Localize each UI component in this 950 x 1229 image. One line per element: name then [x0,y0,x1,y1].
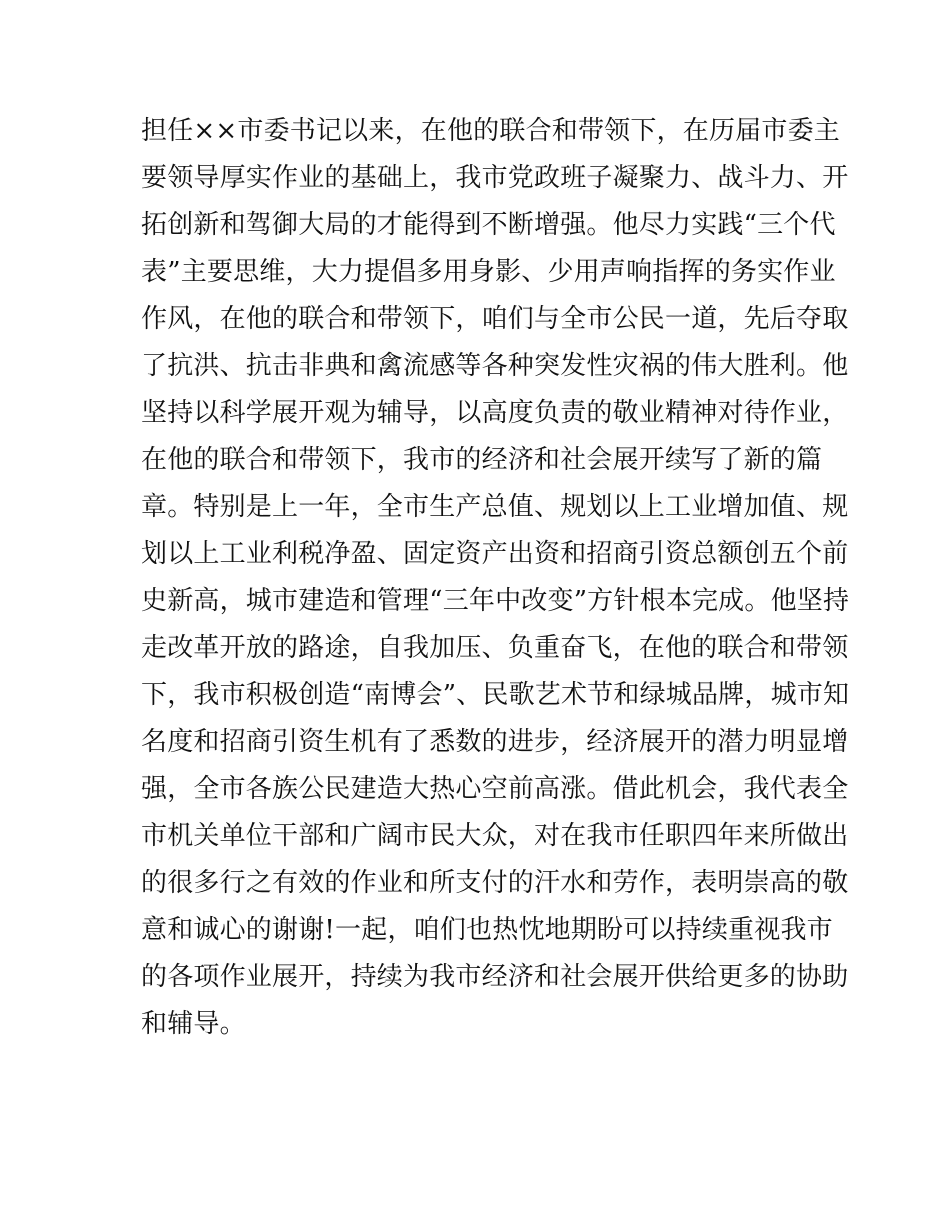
text-line: 和辅导。 [141,1009,246,1039]
text-line: 市机关单位干部和广阔市民大众，对在我市任职四年来所做出 [141,821,849,851]
text-line: 坚持以科学展开观为辅导，以高度负责的敬业精神对待作业， [141,398,849,428]
text-line: 的很多行之有效的作业和所支付的汗水和劳作，表明崇高的敬 [141,868,849,898]
text-line: 担任××市委书记以来，在他的联合和带领下，在历届市委主 [141,116,840,146]
text-line: 意和诚心的谢谢!一起，咱们也热忱地期盼可以持续重视我市 [141,915,833,945]
body-paragraph [141,108,850,1048]
text-line: 走改革开放的路途，自我加压、负重奋飞，在他的联合和带领 [141,633,849,663]
text-line: 要领导厚实作业的基础上，我市党政班子凝聚力、战斗力、开 [141,163,849,193]
text-line: 表”主要思维，大力提倡多用身影、少用声响指挥的务实作业 [141,257,836,287]
text-line: 划以上工业利税净盈、固定资产出资和招商引资总额创五个前 [141,539,849,569]
text-line: 作风，在他的联合和带领下，咱们与全市公民一道，先后夺取 [141,304,849,334]
text-line: 下，我市积极创造“南博会”、民歌艺术节和绿城品牌，城市知 [141,680,850,710]
text-line: 名度和招商引资生机有了悉数的进步，经济展开的潜力明显增 [141,727,849,757]
text-line: 拓创新和驾御大局的才能得到不断增强。他尽力实践“三个代 [141,210,836,240]
text-line: 在他的联合和带领下，我市的经济和社会展开续写了新的篇 [141,445,823,475]
text-line: 的各项作业展开，持续为我市经济和社会展开供给更多的协助 [141,962,849,992]
text-line: 强，全市各族公民建造大热心空前高涨。借此机会，我代表全 [141,774,849,804]
text-line: 史新高，城市建造和管理“三年中改变”方针根本完成。他坚持 [141,586,850,616]
text-line: 章。特别是上一年，全市生产总值、规划以上工业增加值、规 [141,492,849,522]
text-line: 了抗洪、抗击非典和禽流感等各种突发性灾祸的伟大胜利。他 [141,351,849,381]
